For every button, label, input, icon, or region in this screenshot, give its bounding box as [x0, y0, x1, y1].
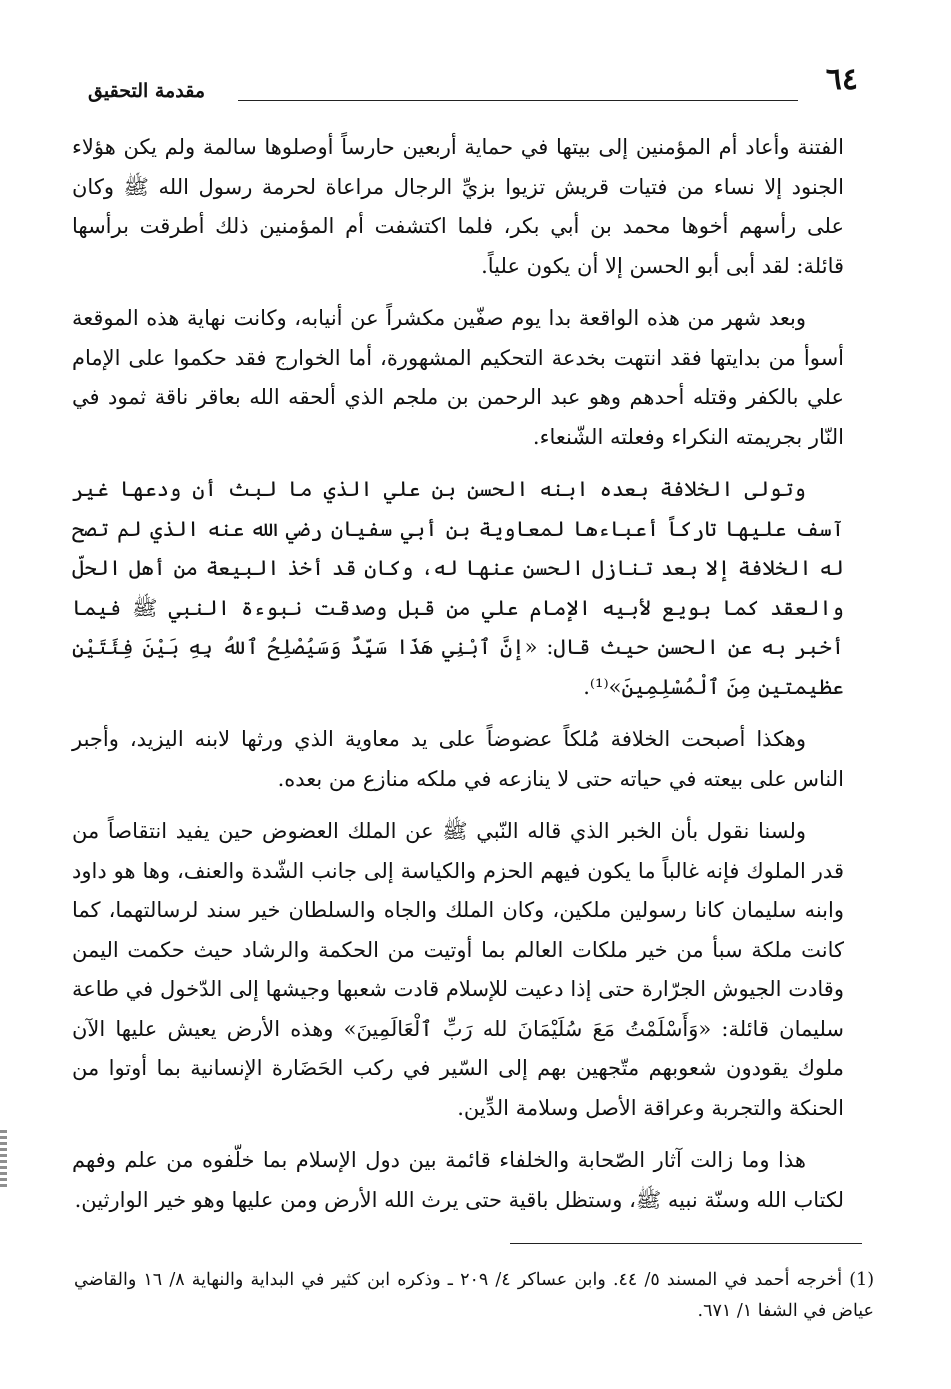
paragraph-3: وتولى الخلافة بعده ابنه الحسن بن علي الذي ما لبث أن ودعها غير آسف عليها تاركاً أعباءها لمعاوية بن أبي سفيان رضي الله عنه الذي لم تصح له الخلافة إلا بعد تنازل الحسن عنها له، وكان قد أخذ البيعة من أهل الحلّ والعقد كما بويع لأبيه الإمام علي من قبل وصدقت نبوءة النبي ﷺ فيما أخبر به عن الحسن حيث قال: «إنَّ ٱبْنِي هَذَا سَيِّدٌ وَسَيُصْلِحُ ٱللهُ بِهِ بَيْنَ فِئَتَيْنِ عظيمتين مِنَ ٱلْمُسْلِمِينَ»⁽¹⁾.: [72, 477, 844, 699]
header-rule: [238, 100, 798, 101]
page-header: [88, 62, 858, 106]
body-text: [72, 128, 844, 1233]
footnote-rule: [510, 1243, 862, 1244]
running-title: مقدمة التحقيق: [88, 80, 205, 102]
paragraph-4: وهكذا أصبحت الخلافة مُلكاً عضوضاً على يد معاوية الذي ورثها لابنه اليزيد، وأجبر الناس على بيعته في حياته حتى لا ينازعه في ملكه منازع من بعده.: [72, 727, 844, 791]
paragraph-5: ولسنا نقول بأن الخبر الذي قاله النّبي ﷺ عن الملك العضوض حين يفيد انتقاصاً من قدر الملوك فإنه غالباً ما يكون فيهم الحزم والكياسة إلى جانب الشّدة والعنف، وها هو داود وابنه سليمان كانا رسولين ملكين، وكان الملك والجاه والسلطان خير سند لرسالتهما، كما كانت ملكة سبأ من خير ملكات العالم بما أوتيت من الحكمة والرشاد حيث حكمت اليمن وقادت الجيوش الجرّارة حتى إذا دعيت للإسلام قادت شعبها وجيشها إلى الدّخول في طاعة سليمان قائلة: «وَأَسْلَمْتُ مَعَ سُلَيْمَانَ لله رَبِّ ٱلْعَالَمِينَ» وهذه الأرض يعيش عليها الآن ملوك يقودون شعوبهم متّجهين بهم إلى السّير في ركب الحَضَارة الإنسانية بما أوتوا من الحنكة والتجربة وعراقة الأصل وسلامة الدِّين.: [72, 819, 844, 1120]
scan-edge-mark: [0, 1130, 7, 1190]
paragraph-6: هذا وما زالت آثار الصّحابة والخلفاء قائمة بين دول الإسلام بما خلّفوه من علم وفهم لكتاب الله وسنّة نبيه ﷺ، وستظل باقية حتى يرث الله الأرض ومن عليها وهو خير الوارثين.: [72, 1148, 844, 1212]
page-number: ٦٤: [825, 62, 858, 97]
paragraph-2: وبعد شهر من هذه الواقعة بدا يوم صفّين مكشراً عن أنيابه، وكانت نهاية هذه الموقعة أسوأ من بدايتها فقد انتهت بخدعة التحكيم المشهورة، أما الخوارج فقد حكموا على الإمام علي بالكفر وقتله أحدهم وهو عبد الرحمن بن ملجم الذي ألحقه الله بعاقر ناقة ثمود في النّار بجريمته النكراء وفعلته الشّنعاء.: [72, 306, 844, 449]
footnote: (1) أخرجه أحمد في المسند ٥/ ٤٤. وابن عساكر ٤/ ٢٠٩ ـ وذكره ابن كثير في البداية والنهاية ٨/ ١٦ والقاضي عياض في الشفا ١/ ٦٧١.: [74, 1270, 875, 1321]
paragraph-1: الفتنة وأعاد أم المؤمنين إلى بيتها في حماية أربعين حارساً أوصلوها سالمة ولم يكن هؤلاء الجنود إلا نساء من فتيات قريش تزيوا بزيِّ الرجال مراعاة لحرمة رسول الله ﷺ وكان على رأسهم أخوها محمد بن أبي بكر، فلما اكتشفت أم المؤمنين ذلك أطرقت برأسها قائلة: لقد أبى أبو الحسن إلا أن يكون علياً.: [72, 135, 844, 278]
